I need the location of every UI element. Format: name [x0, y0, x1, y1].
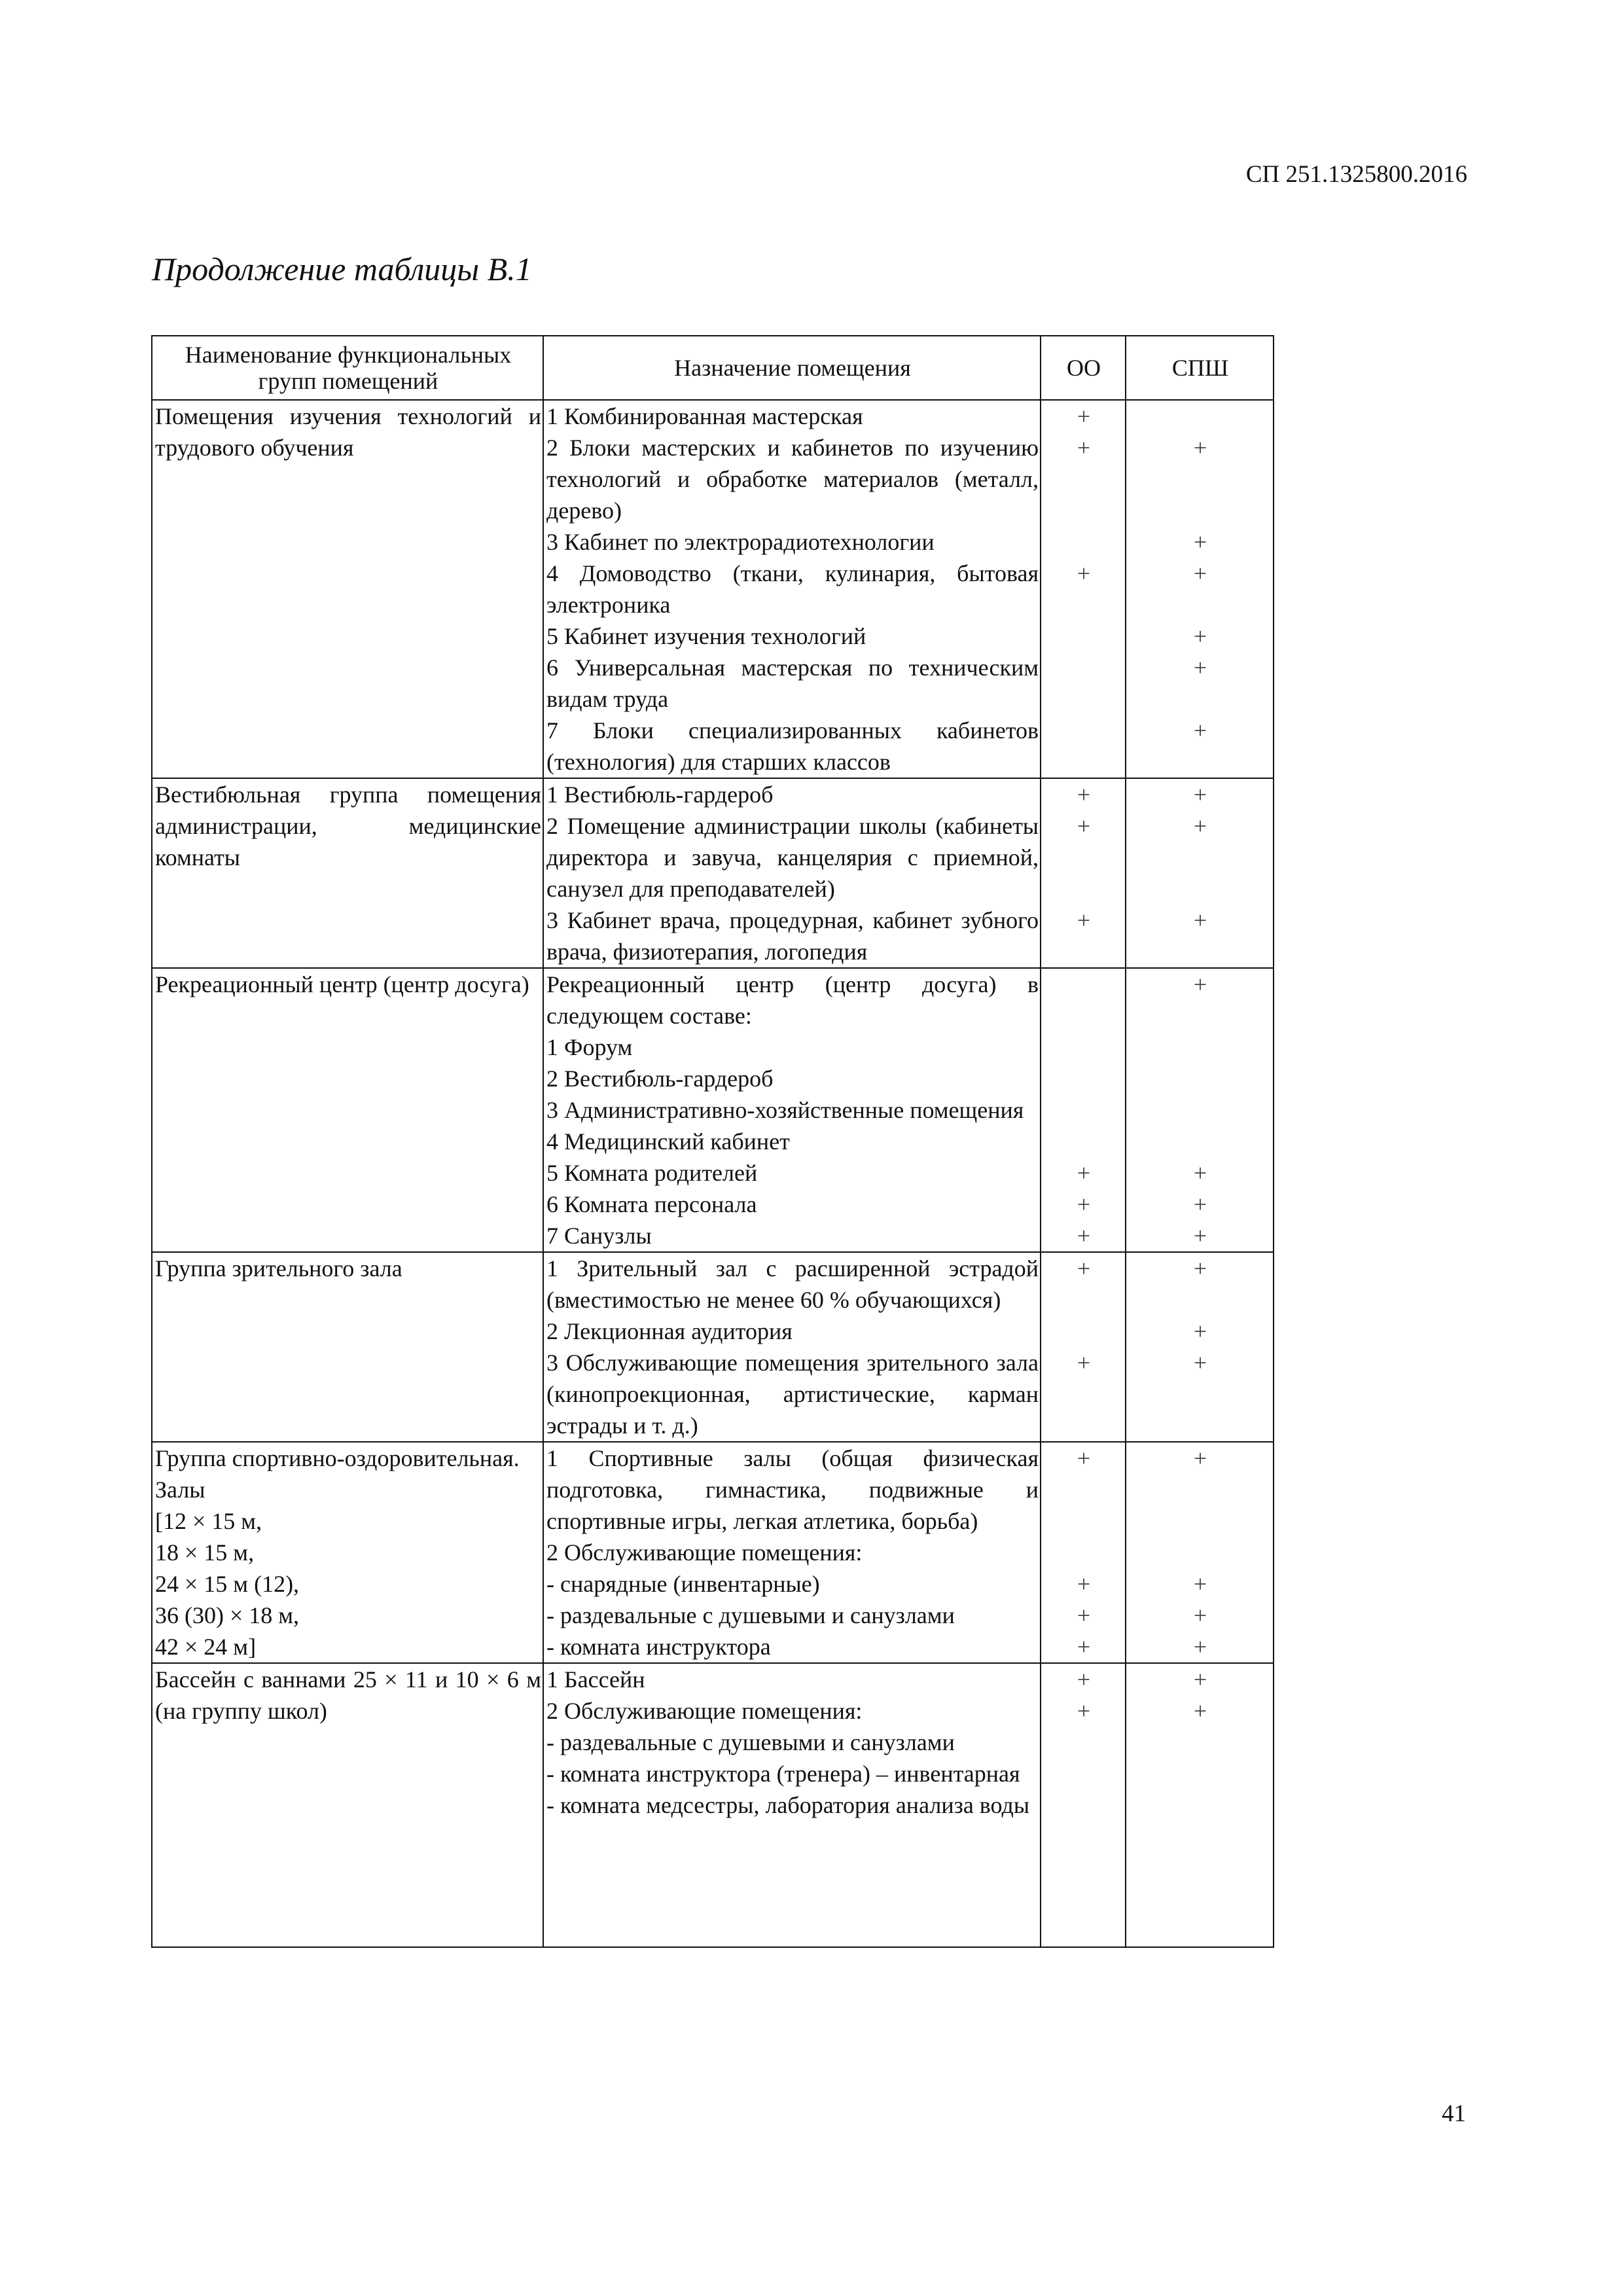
- spsh-mark: +: [1193, 623, 1207, 649]
- purpose-cell: [543, 778, 1041, 968]
- group-name-line: 24 × 15 м (12),: [155, 1571, 300, 1597]
- document-code: СП 251.1325800.2016: [1245, 161, 1467, 188]
- purpose-line: - раздевальные с душевыми и санузлами: [546, 1602, 955, 1628]
- group-name-line: Залы: [155, 1477, 205, 1503]
- oo-mark: [1044, 1758, 1124, 1789]
- spsh-mark: [1129, 401, 1272, 432]
- spsh-mark: +: [1193, 971, 1207, 997]
- group-name-line: Бассейн с ваннами 25 × 11 и 10 × 6 м (на группу школ): [155, 1666, 541, 1724]
- oo-mark: +: [1077, 1160, 1091, 1186]
- spsh-mark: [1129, 1727, 1272, 1758]
- spsh-mark: +: [1193, 1698, 1207, 1724]
- spsh-cell: [1126, 1663, 1274, 1947]
- column-header-spsh: СПШ: [1126, 336, 1274, 400]
- oo-mark: +: [1077, 1445, 1091, 1471]
- oo-mark: +: [1077, 1666, 1091, 1693]
- oo-mark: +: [1077, 1602, 1091, 1628]
- table-row: [152, 1663, 1274, 1947]
- purpose-line: 1 Зрительный зал с расширенной эстрадой (вместимостью не менее 60 % обучающихся): [546, 1255, 1039, 1313]
- group-name-line: [12 × 15 м,: [155, 1508, 262, 1534]
- purpose-line: 1 Бассейн: [546, 1666, 645, 1693]
- oo-mark: [1044, 1727, 1124, 1758]
- purpose-line: 5 Комната родителей: [546, 1160, 758, 1186]
- oo-mark: [1044, 1126, 1124, 1157]
- rooms-table: [151, 335, 1274, 1948]
- oo-mark: +: [1077, 1191, 1091, 1217]
- spsh-mark: +: [1193, 907, 1207, 933]
- oo-mark: +: [1077, 435, 1091, 461]
- spsh-mark: [1129, 1063, 1272, 1094]
- spsh-cell: [1126, 400, 1274, 778]
- oo-mark: [1044, 1031, 1124, 1063]
- oo-cell: [1041, 968, 1126, 1252]
- column-header-purpose: Назначение помещения: [543, 336, 1041, 400]
- purpose-line: 1 Вестибюль-гардероб: [546, 781, 774, 808]
- purpose-line: - комната инструктора: [546, 1634, 771, 1660]
- oo-mark: [1044, 969, 1124, 1031]
- group-cell: [152, 1442, 543, 1663]
- oo-mark: +: [1077, 403, 1091, 429]
- spsh-mark: [1129, 1094, 1272, 1126]
- table-header-row: [152, 336, 1274, 400]
- group-cell: [152, 778, 543, 968]
- group-name: [155, 401, 541, 463]
- purpose-line: 2 Обслуживающие помещения:: [546, 1698, 863, 1724]
- group-name-line: Рекреационный центр (центр досуга): [155, 971, 529, 997]
- oo-mark: [1044, 1316, 1124, 1347]
- purpose-line: 4 Медицинский кабинет: [546, 1128, 790, 1155]
- purpose-line: 6 Универсальная мастерская по техническим видам труда: [546, 655, 1039, 712]
- group-name: [155, 1443, 541, 1662]
- purpose-line: 2 Вестибюль-гардероб: [546, 1066, 774, 1092]
- oo-mark: +: [1077, 781, 1091, 808]
- spsh-mark: +: [1193, 1191, 1207, 1217]
- group-cell: [152, 1663, 543, 1947]
- oo-mark: +: [1077, 1223, 1091, 1249]
- column-header-oo: ОО: [1041, 336, 1126, 400]
- oo-mark: [1044, 1537, 1124, 1568]
- spsh-mark: +: [1193, 781, 1207, 808]
- table-row: [152, 968, 1274, 1252]
- purpose-line: 3 Кабинет врача, процедурная, кабинет зубного врача, физиотерапия, логопедия: [546, 907, 1039, 965]
- spsh-mark: [1129, 1031, 1272, 1063]
- spsh-cell: [1126, 1442, 1274, 1663]
- spsh-mark: +: [1193, 1634, 1207, 1660]
- purpose-line: 1 Спортивные залы (общая физическая подготовка, гимнастика, подвижные и спортивные игры, легкая атлетика, борьба): [546, 1445, 1039, 1534]
- purpose-line: - комната инструктора (тренера) – инвентарная: [546, 1761, 1020, 1787]
- spsh-mark: [1129, 1789, 1272, 1821]
- group-name-line: Группа спортивно-оздоровительная.: [155, 1445, 520, 1471]
- spsh-mark: +: [1193, 1350, 1207, 1376]
- spsh-mark: +: [1193, 1255, 1207, 1282]
- oo-mark: [1044, 620, 1124, 652]
- oo-mark: +: [1077, 907, 1091, 933]
- purpose-line: Рекреационный центр (центр досуга) в следующем составе:: [546, 971, 1039, 1029]
- table-row: [152, 778, 1274, 968]
- oo-cell: [1041, 1252, 1126, 1442]
- purpose-line: - комната медсестры, лаборатория анализа воды: [546, 1792, 1030, 1818]
- purpose-line: 7 Блоки специализированных кабинетов (технология) для старших классов: [546, 717, 1039, 775]
- oo-mark: [1044, 1094, 1124, 1126]
- spsh-mark: [1129, 1758, 1272, 1789]
- purpose-line: 3 Административно-хозяйственные помещения: [546, 1097, 1024, 1123]
- group-name: [155, 779, 541, 873]
- group-name-line: 18 × 15 м,: [155, 1539, 255, 1566]
- table-row: [152, 1252, 1274, 1442]
- purpose-line: 2 Помещение администрации школы (кабинеты директора и завуча, канцелярия с приемной, санузел для преподавателей): [546, 813, 1039, 902]
- oo-cell: [1041, 1442, 1126, 1663]
- table-body: [152, 400, 1274, 1947]
- oo-mark: +: [1077, 1698, 1091, 1724]
- group-name-line: Вестибюльная группа помещения администрации, медицинские комнаты: [155, 781, 541, 870]
- group-cell: [152, 400, 543, 778]
- spsh-cell: [1126, 1252, 1274, 1442]
- oo-mark: +: [1077, 560, 1091, 586]
- oo-mark: [1044, 1063, 1124, 1094]
- purpose-line: 1 Комбинированная мастерская: [546, 403, 863, 429]
- oo-cell: [1041, 778, 1126, 968]
- group-cell: [152, 1252, 543, 1442]
- purpose-line: 4 Домоводство (ткани, кулинария, бытовая электроника: [546, 560, 1039, 618]
- spsh-mark: +: [1193, 1318, 1207, 1344]
- group-name-line: 42 × 24 м]: [155, 1634, 257, 1660]
- spsh-mark: +: [1193, 655, 1207, 681]
- column-header-group: Наименование функциональных групп помещений: [152, 336, 543, 400]
- oo-mark: +: [1077, 813, 1091, 839]
- purpose-line: 3 Кабинет по электрорадиотехнологии: [546, 529, 935, 555]
- purpose-line: - раздевальные с душевыми и санузлами: [546, 1729, 955, 1755]
- spsh-mark: +: [1193, 1571, 1207, 1597]
- purpose-line: 1 Форум: [546, 1034, 633, 1060]
- oo-mark: [1044, 652, 1124, 715]
- purpose-line: - снарядные (инвентарные): [546, 1571, 820, 1597]
- purpose-line: 2 Лекционная аудитория: [546, 1318, 793, 1344]
- spsh-mark: +: [1193, 529, 1207, 555]
- group-name: [155, 1253, 541, 1284]
- page-number: 41: [1442, 2100, 1466, 2127]
- purpose-line: 3 Обслуживающие помещения зрительного зала (кинопроекционная, артистические, карман эстрады и т. д.): [546, 1350, 1039, 1439]
- table-caption: Продолжение таблицы В.1: [152, 251, 532, 287]
- purpose-cell: [543, 1442, 1041, 1663]
- spsh-cell: [1126, 778, 1274, 968]
- oo-cell: [1041, 400, 1126, 778]
- group-name-line: 36 (30) × 18 м,: [155, 1602, 300, 1628]
- spsh-mark: +: [1193, 1602, 1207, 1628]
- spsh-mark: +: [1193, 813, 1207, 839]
- table-row: [152, 1442, 1274, 1663]
- oo-mark: +: [1077, 1255, 1091, 1282]
- spsh-mark: +: [1193, 435, 1207, 461]
- spsh-mark: [1129, 1537, 1272, 1568]
- oo-mark: [1044, 715, 1124, 778]
- group-name: [155, 969, 541, 1000]
- purpose-line: 6 Комната персонала: [546, 1191, 757, 1217]
- purpose-cell: [543, 400, 1041, 778]
- spsh-mark: +: [1193, 1445, 1207, 1471]
- spsh-mark: +: [1193, 1666, 1207, 1693]
- purpose-line: 7 Санузлы: [546, 1223, 652, 1249]
- oo-cell: [1041, 1663, 1126, 1947]
- purpose-cell: [543, 968, 1041, 1252]
- purpose-line: 2 Блоки мастерских и кабинетов по изучению технологий и обработке материалов (металл, дерево): [546, 435, 1039, 524]
- group-name: [155, 1664, 541, 1727]
- spsh-mark: +: [1193, 1160, 1207, 1186]
- group-name-line: Группа зрительного зала: [155, 1255, 402, 1282]
- spsh-mark: +: [1193, 1223, 1207, 1249]
- spsh-cell: [1126, 968, 1274, 1252]
- oo-mark: [1044, 1789, 1124, 1821]
- oo-mark: +: [1077, 1350, 1091, 1376]
- purpose-cell: [543, 1663, 1041, 1947]
- table-row: [152, 400, 1274, 778]
- purpose-line: 5 Кабинет изучения технологий: [546, 623, 866, 649]
- oo-mark: +: [1077, 1571, 1091, 1597]
- group-cell: [152, 968, 543, 1252]
- purpose-line: 2 Обслуживающие помещения:: [546, 1539, 863, 1566]
- group-name-line: Помещения изучения технологий и трудового обучения: [155, 403, 541, 461]
- oo-mark: [1044, 526, 1124, 558]
- spsh-mark: +: [1193, 717, 1207, 744]
- spsh-mark: +: [1193, 560, 1207, 586]
- oo-mark: +: [1077, 1634, 1091, 1660]
- purpose-cell: [543, 1252, 1041, 1442]
- spsh-mark: [1129, 1126, 1272, 1157]
